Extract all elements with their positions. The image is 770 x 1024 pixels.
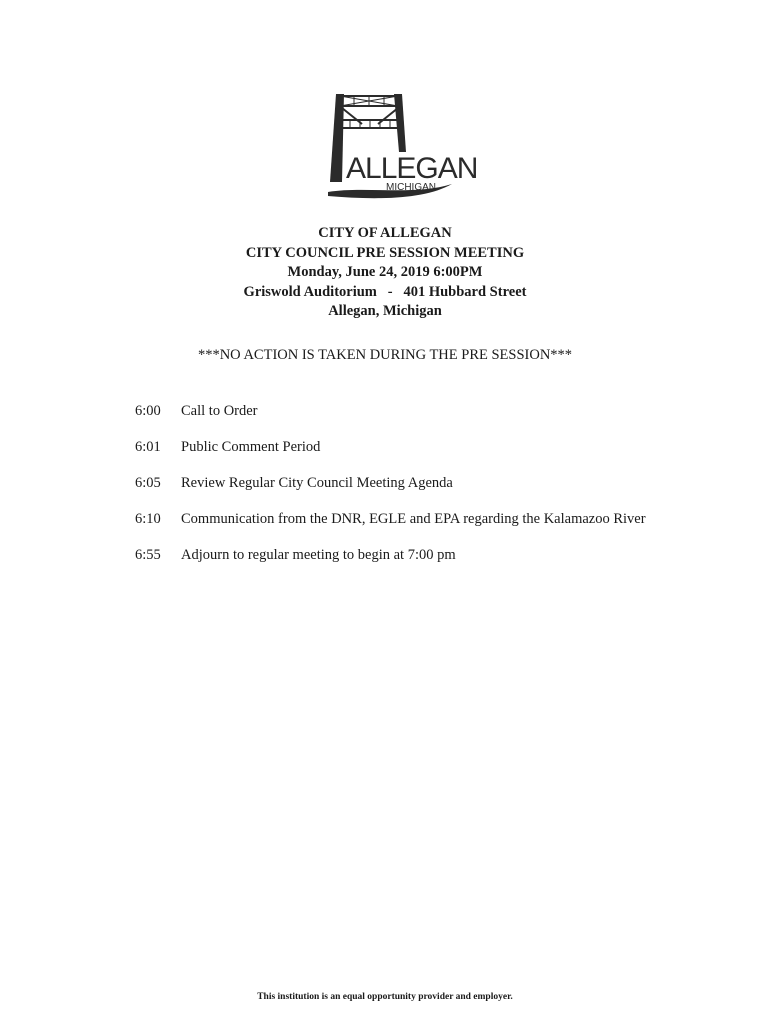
header-date-time: Monday, June 24, 2019 6:00PM (287, 264, 483, 280)
agenda-item (135, 401, 735, 437)
agenda-list (135, 401, 735, 581)
agenda-description: Call to Order (181, 403, 258, 419)
agenda-time: 6:05 (135, 475, 161, 491)
agenda-item (135, 437, 735, 473)
session-notice: ***NO ACTION IS TAKEN DURING THE PRE SESSION*** (197, 347, 573, 363)
agenda-item (135, 473, 735, 509)
header-city: CITY OF ALLEGAN (318, 225, 452, 241)
agenda-time: 6:10 (135, 511, 161, 527)
agenda-description: Communication from the DNR, EGLE and EPA regarding the Kalamazoo River (181, 511, 646, 527)
header-meeting-title: CITY COUNCIL PRE SESSION MEETING (245, 244, 525, 261)
logo-wordmark: ALLEGAN (346, 152, 478, 185)
equal-opportunity-footer: This institution is an equal opportunity provider and employer. (257, 992, 513, 1002)
agenda-time: 6:00 (135, 403, 161, 419)
logo-subtitle: MICHIGAN (386, 182, 436, 193)
agenda-item (135, 545, 735, 581)
agenda-description: Public Comment Period (181, 439, 321, 455)
allegan-logo (314, 90, 478, 208)
agenda-time: 6:55 (135, 547, 161, 563)
agenda-time: 6:01 (135, 439, 161, 455)
agenda-description: Review Regular City Council Meeting Agenda (181, 475, 453, 491)
header-location: Griswold Auditorium - 401 Hubbard Street (243, 283, 527, 300)
bridge-logo-icon (314, 90, 478, 208)
agenda-description: Adjourn to regular meeting to begin at 7:00 pm (181, 547, 456, 563)
meeting-header (0, 224, 770, 322)
agenda-item (135, 509, 735, 545)
header-city-state: Allegan, Michigan (328, 303, 442, 319)
